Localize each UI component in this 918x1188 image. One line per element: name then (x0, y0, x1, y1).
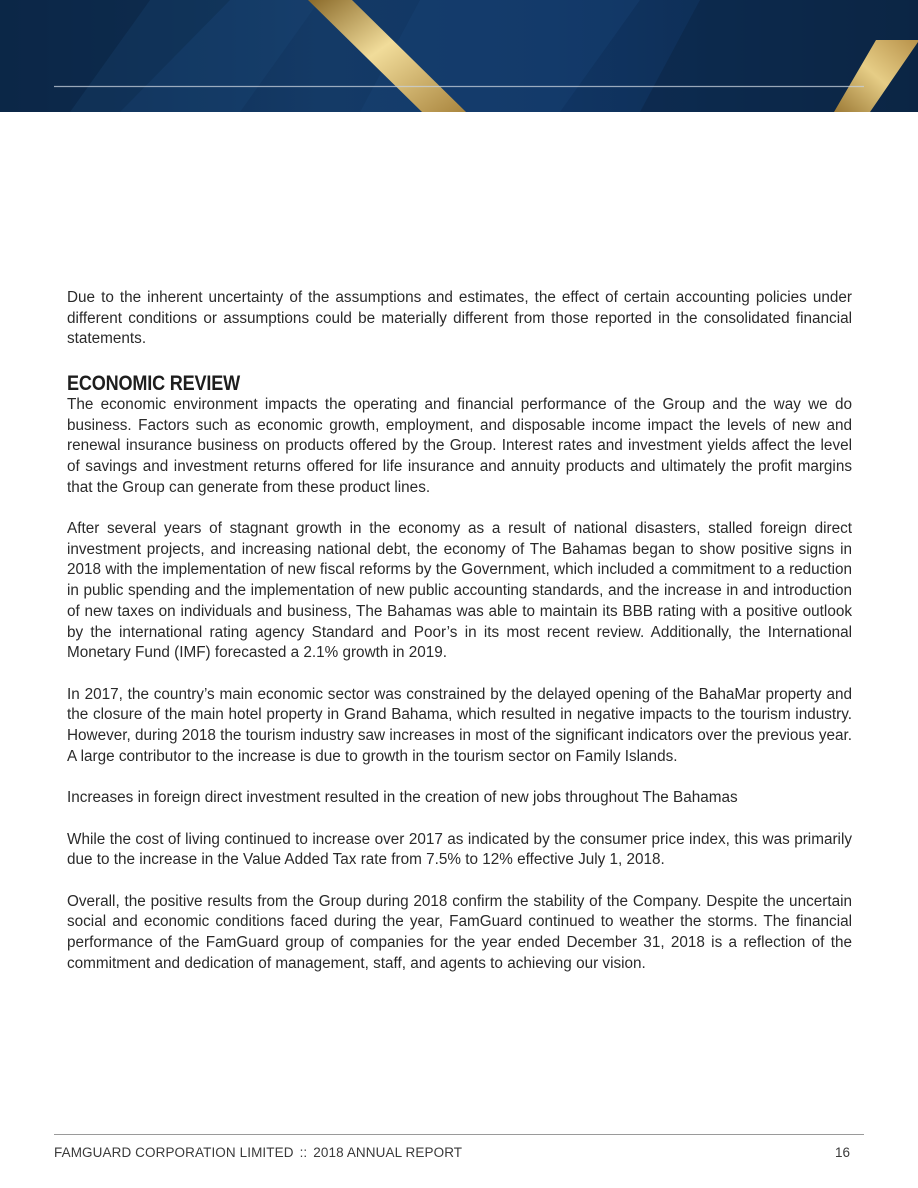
intro-paragraph: Due to the inherent uncertainty of the assumptions and estimates, the effect of certain accounting policies under different conditions or assumptions could be materially different from those reported in the consolidated financial statements. (67, 289, 852, 348)
paragraph-foreign-investment: Increases in foreign direct investment resulted in the creation of new jobs throughout The Bahamas (67, 789, 738, 807)
footer-report: 2018 ANNUAL REPORT (313, 1145, 463, 1160)
header-banner (0, 0, 918, 112)
paragraph-economic-environment: The economic environment impacts the operating and financial performance of the Group and the way we do business. Factors such as economic growth, employment, and disposable income impact the levels of new and renewal insurance business on products offered by the Group. Interest rates and investment yields affect the level of savings and investment returns offered for life insurance and annuity products and ultimately the profit margins that the Group can generate from these product lines. (67, 395, 852, 496)
page-number: 16 (834, 1145, 850, 1160)
banner-graphic (0, 0, 918, 112)
main-content (67, 288, 852, 974)
paragraph-stagnant-growth: After several years of stagnant growth in the economy as a result of national disasters, stalled foreign direct investment projects, and increasing national debt, the economy of The Bahamas began to show positive signs in 2018 with the implementation of new fiscal reforms by the Government, which included a commitment to a reduction in public spending and the implementation of new public accounting standards, and the increase in and introduction of new taxes on individuals and business, The Bahamas was able to maintain its BBB rating with a positive outlook by the international rating agency Standard and Poor’s in its most recent review. Additionally, the International Monetary Fund (IMF) forecasted a 2.1% growth in 2019. (67, 520, 852, 662)
paragraph-overall-results: Overall, the positive results from the Group during 2018 confirm the stability of the Company. Despite the uncertain social and economic conditions faced during the year, FamGuard continued to weather the storms. The financial performance of the FamGuard group of companies for the year ended December 31, 2018 is a reflection of the commitment and dedication of management, staff, and agents to achieving our vision. (67, 892, 852, 972)
paragraph-cost-of-living: While the cost of living continued to increase over 2017 as indicated by the consumer price index, this was primarily due to the increase in the Value Added Tax rate from 7.5% to 12% effective July 1, 2018. (67, 830, 852, 869)
paragraph-tourism-2017: In 2017, the country’s main economic sector was constrained by the delayed opening of the BahaMar property and the closure of the main hotel property in Grand Bahama, which resulted in negative impacts to the tourism industry. However, during 2018 the tourism industry saw increases in most of the significant indicators over the previous year. A large contributor to the increase is due to growth in the tourism sector on Family Islands. (67, 685, 852, 765)
footer-title (54, 1145, 462, 1161)
section-heading-economic-review: ECONOMIC REVIEW (67, 371, 241, 395)
footer-company: FAMGUARD CORPORATION LIMITED (54, 1145, 294, 1160)
footer-separator: :: (299, 1145, 308, 1160)
footer-divider (54, 1134, 864, 1135)
